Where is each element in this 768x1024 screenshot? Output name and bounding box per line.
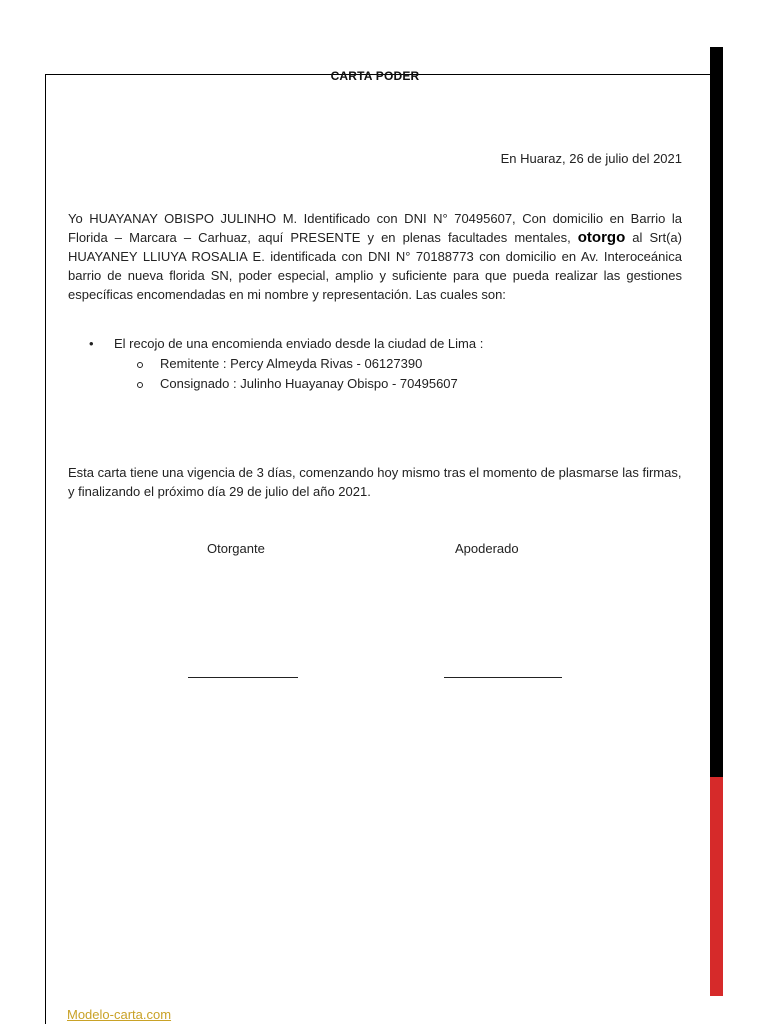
sub-item-consignee [114,374,682,394]
paragraph-part-1: Yo HUAYANAY OBISPO JULINHO M. Identificado con DNI N° 70495607, Con domicilio en Barrio la Florida – Marcara – Carhuaz, aquí PRESENTE y en plenas facultades mentales, [68,211,682,245]
sub-item-sender [114,354,682,374]
paragraph-part-2: al Srt(a) HUAYANEY LLIUYA ROSALIA E. identificada con DNI N° 70188773 con domicilio en Av. Interoceánica barrio de nueva florida SN, poder especial, amplio y suficiente para que pueda realizar las gestiones específicas encomendadas en mi nombre y representación. Las cuales son: [68,230,682,302]
signature-line-attorney [444,677,562,678]
bullet-item [68,334,682,394]
body-paragraph [68,209,682,304]
bullet-dot-icon: • [89,336,94,351]
document-title: CARTA PODER [330,69,420,83]
signature-line-grantor [188,677,298,678]
paragraph-emphasis: otorgo [577,229,626,246]
validity-paragraph: Esta carta tiene una vigencia de 3 días, comenzando hoy mismo tras el momento de plasmarse las firmas, y finalizando el próximo día 29 de julio del año 2021. [68,465,682,499]
sub-list [114,354,682,394]
bullet-list [68,334,682,394]
sub-item-text: Remitente : Percy Almeyda Rivas - 06127390 [160,356,423,371]
signature-label-grantor: Otorgante [207,541,265,556]
footer-link[interactable]: Modelo-carta.com [67,1007,172,1022]
side-bar-black [710,47,723,777]
page-border-left [45,74,46,1024]
circle-bullet-icon [137,382,143,388]
signature-label-attorney: Apoderado [455,541,519,556]
bullet-main-text: El recojo de una encomienda enviado desde la ciudad de Lima : [114,336,484,351]
side-bar-red [710,777,723,996]
sub-item-text: Consignado : Julinho Huayanay Obispo - 70495607 [160,376,458,391]
circle-bullet-icon [137,362,143,368]
date-line: En Huaraz, 26 de julio del 2021 [500,151,682,166]
